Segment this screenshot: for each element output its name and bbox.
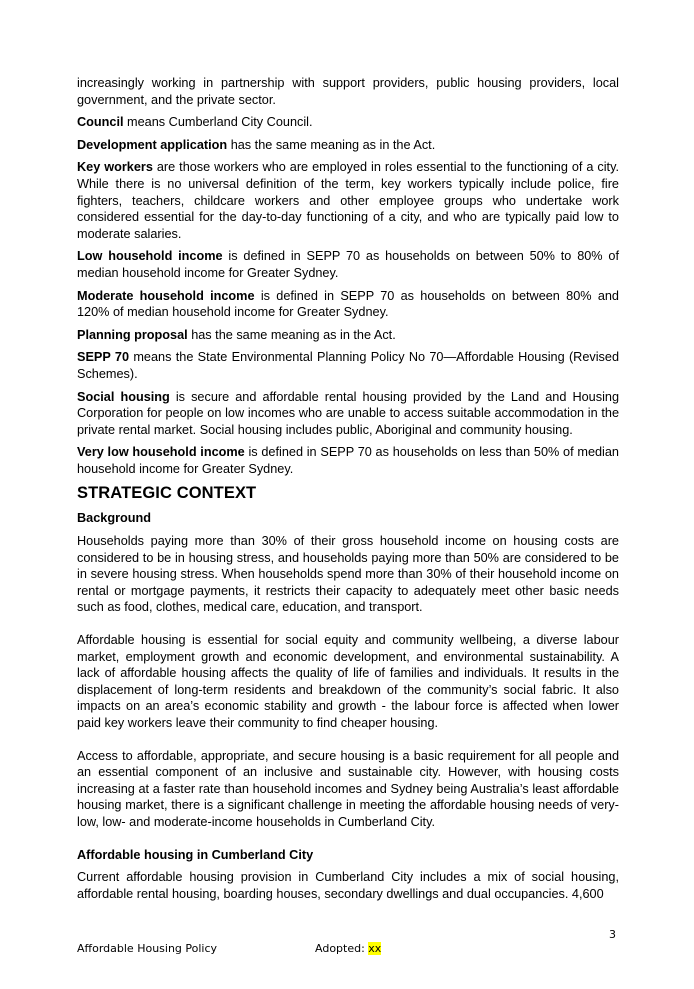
- definition-sepp-70: SEPP 70 means the State Environmental Planning Policy No 70—Affordable Housing (Revised Schemes).: [77, 350, 620, 381]
- definition-planning-proposal: Planning proposal has the same meaning as in the Act.: [77, 327, 396, 342]
- cumberland-heading: Affordable housing in Cumberland City: [77, 847, 314, 862]
- section-heading: STRATEGIC CONTEXT: [77, 484, 257, 503]
- term: Low household income: [77, 249, 223, 264]
- page-footer: [77, 942, 382, 955]
- definition-development-application: Development application has the same meaning as in the Act.: [77, 137, 436, 152]
- term: Planning proposal: [77, 327, 188, 342]
- definition-moderate-household-income: Moderate household income is defined in SEPP 70 as households on between 80% and 120% of median household income for Greater Sydney.: [77, 288, 619, 320]
- term: Council: [77, 115, 124, 130]
- term: Moderate household income: [77, 288, 255, 303]
- definition-social-housing: Social housing is secure and affordable rental housing provided by the Land and Housing Corporation for people on low incomes who are unable to access suitable accommodation in the private rental market. Social housing includes public, Aboriginal and community housing.: [77, 389, 620, 437]
- definition-very-low-household-income: Very low household income is defined in SEPP 70 as households on less than 50% of median household income for Greater Sydney.: [77, 445, 619, 476]
- definition-key-workers: Key workers are those workers who are employed in roles essential to the functioning of a city. While there is no universal definition of the term, key workers typically include police, fire fighters, teachers, childcare workers and other employee groups who undertake work considered essential for the day-to-day functioning of a city, and who are typically paid low to moderate salaries.: [77, 160, 619, 241]
- adopted-value: xx: [368, 942, 382, 955]
- definition-low-household-income: Low household income is defined in SEPP 70 as households on between 50% to 80% of median household income for Greater Sydney.: [77, 249, 619, 280]
- term: SEPP 70: [77, 350, 130, 365]
- page-number: 3: [609, 928, 616, 941]
- term: Very low household income: [77, 445, 245, 460]
- background-paragraph: Households paying more than 30% of their gross household income on housing costs are considered to be in housing stress, and households paying more than 50% are considered to be in severe housing stress. When households spend more than 30% of their household income on rental or mortgage payments, it restricts their capacity to adequately meet other basic needs such as food, clothes, medical care, education, and transport.: [77, 534, 619, 615]
- paragraph-continuation: increasingly working in partnership with support providers, public housing providers, local government, and the private sector.: [77, 76, 619, 107]
- adopted-label: Adopted:: [315, 942, 369, 955]
- term: Key workers: [77, 160, 153, 175]
- background-heading: Background: [77, 511, 152, 526]
- background-paragraph: Access to affordable, appropriate, and secure housing is a basic requirement for all people and an essential component of an inclusive and sustainable city. However, with housing costs increasing at a faster rate than household incomes and Sydney being Australia’s least affordable housing market, there is a significant challenge in meeting the affordable housing needs of very-low, low- and moderate-income households in Cumberland City.: [77, 748, 619, 829]
- term: Development application: [77, 137, 228, 152]
- cumberland-paragraph: Current affordable housing provision in Cumberland City includes a mix of social housing, affordable rental housing, boarding houses, secondary dwellings and dual occupancies. 4,600: [77, 870, 619, 901]
- footer-adopted: [315, 942, 381, 955]
- footer-title: Affordable Housing Policy: [77, 942, 218, 955]
- background-paragraph: Affordable housing is essential for social equity and community wellbeing, a diverse labour market, employment growth and economic development, and environmental sustainability. A lack of affordable housing affects the quality of life of families and individuals. It results in the displacement of long-term residents and breakdown of the community’s social fabric. It also impacts on an area’s economic stability and growth - the labour force is affected when lower paid key workers leave their community to find cheaper housing.: [77, 633, 619, 730]
- definition-council: Council means Cumberland City Council.: [77, 115, 313, 130]
- term: Social housing: [77, 389, 170, 404]
- document-body: [77, 75, 619, 908]
